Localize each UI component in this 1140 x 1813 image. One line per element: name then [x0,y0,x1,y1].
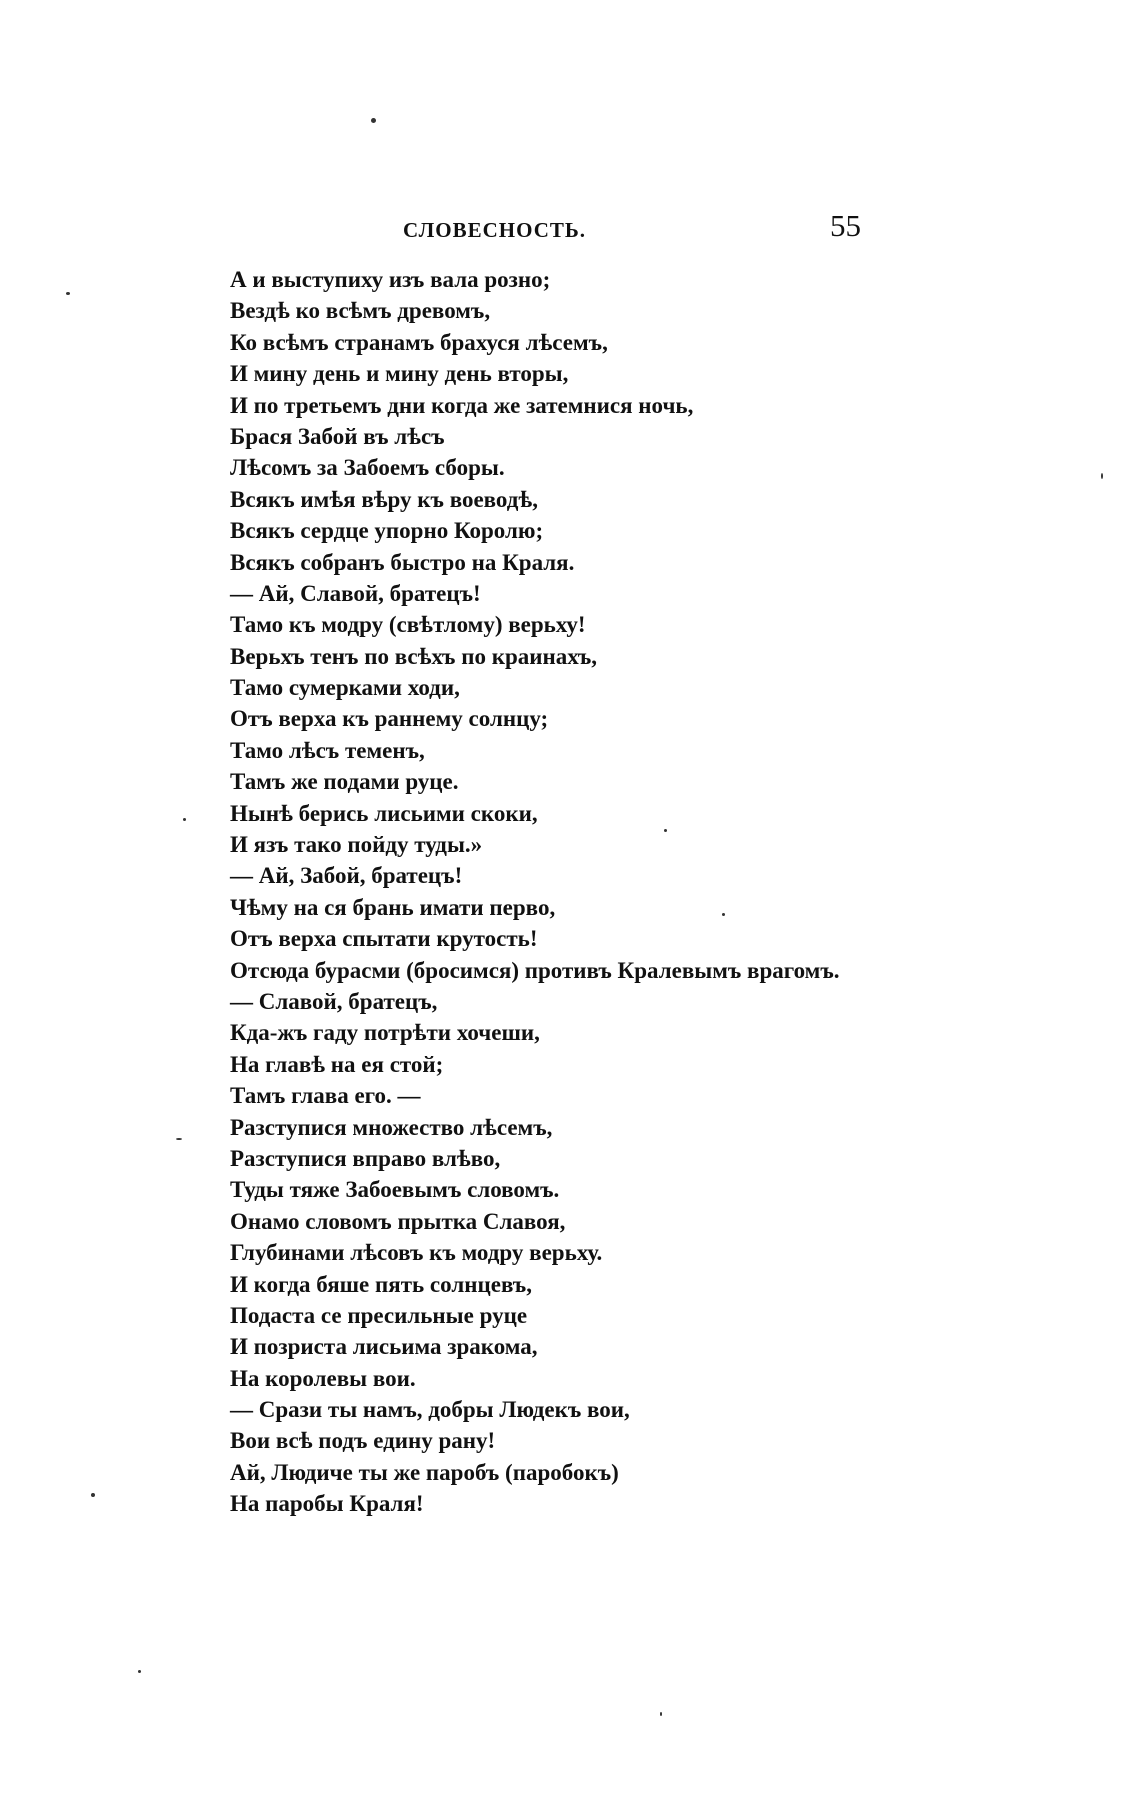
running-title: СЛОВЕСНОСТЬ. [403,218,587,242]
poem-line: Чѣму на ся брань имати перво, [230,894,556,920]
poem-line: На паробы Краля! [230,1491,424,1517]
scan-speck [66,292,70,295]
scan-speck [91,1493,95,1497]
poem-line: Ко всѣмъ странамъ брахуся лѣсемъ, [230,329,608,355]
poem-line: Отъ верха къ раннему солнцу; [230,706,549,732]
poem-line: — Ай, Забой, братецъ! [230,863,463,889]
scan-speck [722,913,725,916]
poem-line: Туды тяже Забоевымъ словомъ. [230,1177,560,1203]
scan-speck [664,829,667,832]
poem-line: Отсюда бурасми (бросимся) противъ Кралевымъ врагомъ. [230,957,840,983]
poem-line: Тамо лѣсъ теменъ, [230,737,425,763]
poem-line: На главѣ на ея стой; [230,1051,444,1077]
poem-text [230,264,840,1520]
poem-line: Брася Забой въ лѣсъ [230,423,445,449]
poem-line: Тамъ же подами руце. [230,769,459,795]
poem-line: — Ай, Славой, братецъ! [230,580,481,606]
scan-speck [660,1712,662,1716]
poem-line: Глубинами лѣсовъ къ модру верьху. [230,1240,603,1266]
scan-speck [371,118,376,123]
poem-line: И позриста лисьима зракома, [230,1334,538,1360]
poem-line: И когда бяше пять солнцевъ, [230,1271,532,1297]
scan-speck [176,1138,182,1140]
poem-line: Всякъ собранъ быстро на Краля. [230,549,575,575]
poem-line: Вои всѣ подъ едину рану! [230,1428,496,1454]
poem-line: Всякъ сердце упорно Королю; [230,518,544,544]
scan-speck [138,1670,141,1673]
poem-line: Тамо къ модру (свѣтлому) верьху! [230,612,586,638]
scan-speck [183,818,186,821]
poem-line: Всякъ имѣя вѣру къ воеводѣ, [230,486,538,512]
poem-line: Кда-жъ гаду потрѣти хочеши, [230,1020,540,1046]
poem-line: И по третьемъ дни когда же затемнися ночь, [230,392,694,418]
poem-line: Лѣсомъ за Забоемъ сборы. [230,455,505,481]
poem-line: — Славой, братецъ, [230,988,438,1014]
poem-line: А и выступиху изъ вала розно; [230,267,551,292]
poem-line: На королевы вои. [230,1365,416,1391]
poem-line: Вездѣ ко всѣмъ древомъ, [230,298,491,324]
poem-line: Нынѣ берись лисьими скоки, [230,800,538,826]
poem-line: Подаста се пресильные руце [230,1302,528,1328]
poem-line: Ай, Людиче ты же паробъ (паробокъ) [230,1459,619,1485]
poem-line: Онамо словомъ прытка Славоя, [230,1208,566,1234]
poem-line: — Срази ты намъ, добры Людекъ вои, [230,1397,630,1423]
poem-line: Разступися вправо влѣво, [230,1145,501,1171]
page-number: 55 [830,208,861,243]
poem-line: И мину день и мину день вторы, [230,361,569,387]
poem-line: Отъ верха спытати крутость! [230,926,538,952]
poem-line: Тамо сумерками ходи, [230,675,460,701]
poem-line: Тамъ глава его. — [230,1083,421,1109]
scan-speck [1101,473,1103,479]
poem-line: И язъ тако пойду туды.» [230,832,483,858]
poem-line: Разступися множество лѣсемъ, [230,1114,553,1140]
poem-line: Верьхъ тенъ по всѣхъ по краинахъ, [230,643,598,669]
